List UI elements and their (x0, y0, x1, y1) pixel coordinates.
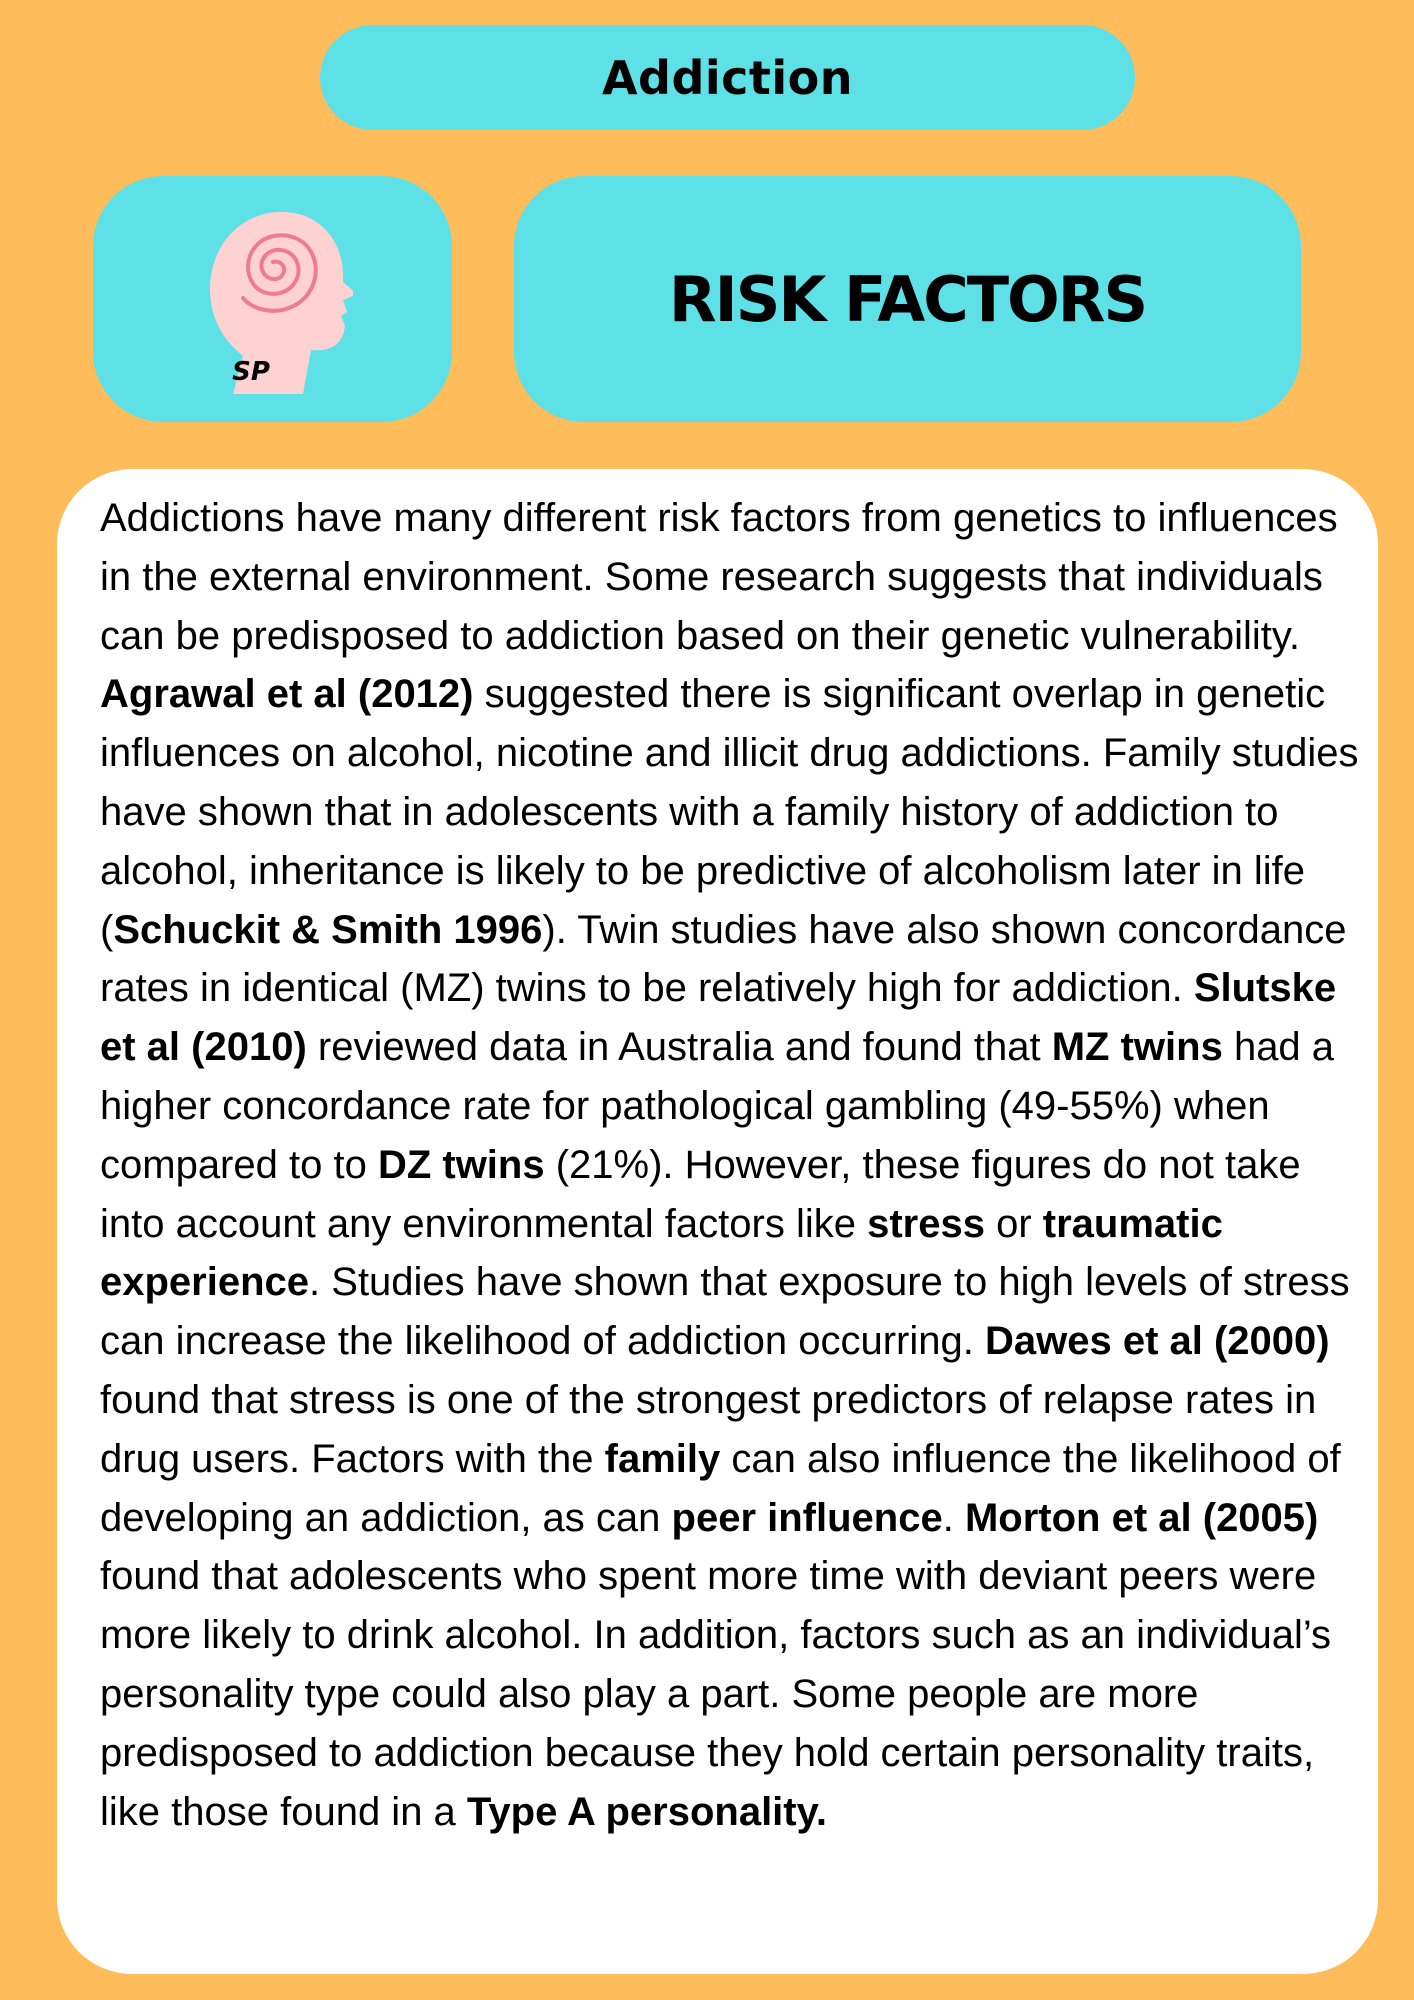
citation-morton: Morton et al (2005) (964, 1495, 1319, 1540)
text-run: ). Twin studies have also shown concordance rates in identical (MZ) twins to be relatively high for addiction. (100, 907, 1347, 1011)
body-card (57, 469, 1378, 1974)
text-run: found that adolescents who spent more time with deviant peers were more likely to drink alcohol. In addition, factors such as an individual’s personality type could also play a part. Some people are more predisposed to addiction because they hold certain personality traits, like those found in a (100, 1554, 1332, 1834)
text-run: . (942, 1495, 965, 1540)
text-run: can also influence the likelihood of developing an addiction, as can (100, 1436, 1341, 1540)
topic-title: Addiction (601, 50, 854, 105)
term-peer-influence: peer influence (671, 1495, 943, 1540)
term-type-a-personality: Type A personality. (466, 1789, 827, 1834)
term-mz-twins: MZ twins (1051, 1025, 1223, 1070)
text-run: or (984, 1201, 1043, 1246)
logo-initials: SP (231, 357, 270, 387)
citation-agrawal: Agrawal et al (2012) (100, 672, 474, 717)
text-run: reviewed data in Australia and found that (306, 1025, 1052, 1070)
text-run: had a higher concordance rate for pathological gambling (49-55%) when compared to to (100, 1025, 1335, 1187)
citation-schuckit: Schuckit & Smith 1996 (113, 907, 543, 952)
head-spiral-icon (193, 204, 353, 394)
section-heading-card (514, 176, 1301, 422)
term-stress: stress (867, 1201, 985, 1246)
citation-slutske: Slutske et al (2010) (100, 966, 1337, 1070)
term-traumatic-experience: traumatic experience (100, 1201, 1223, 1305)
text-run: (21%). However, these figures do not take into account any environmental factors like (100, 1142, 1301, 1246)
text-run: . Studies have shown that exposure to high levels of stress can increase the likelihood of addiction occurring. (100, 1260, 1350, 1364)
term-family: family (604, 1436, 721, 1481)
term-dz-twins: DZ twins (377, 1142, 545, 1187)
text-run: suggested there is significant overlap in genetic influences on alcohol, nicotine and illicit drug addictions. Family studies have shown that in adolescents with a family history of addiction to alcohol, inheritance is likely to be predictive of alcoholism later in life ( (100, 672, 1359, 952)
topic-banner (320, 25, 1135, 130)
section-heading: RISK FACTORS (668, 262, 1147, 336)
citation-dawes: Dawes et al (2000) (984, 1319, 1330, 1364)
body-paragraph (100, 489, 1360, 1841)
text-run: found that stress is one of the strongest predictors of relapse rates in drug users. Factors with the (100, 1377, 1317, 1481)
logo-card (93, 176, 452, 422)
text-run: Addictions have many different risk factors from genetics to influences in the external environment. Some research suggests that individuals can be predisposed to addiction based on their genetic vulnerability. (100, 496, 1338, 658)
